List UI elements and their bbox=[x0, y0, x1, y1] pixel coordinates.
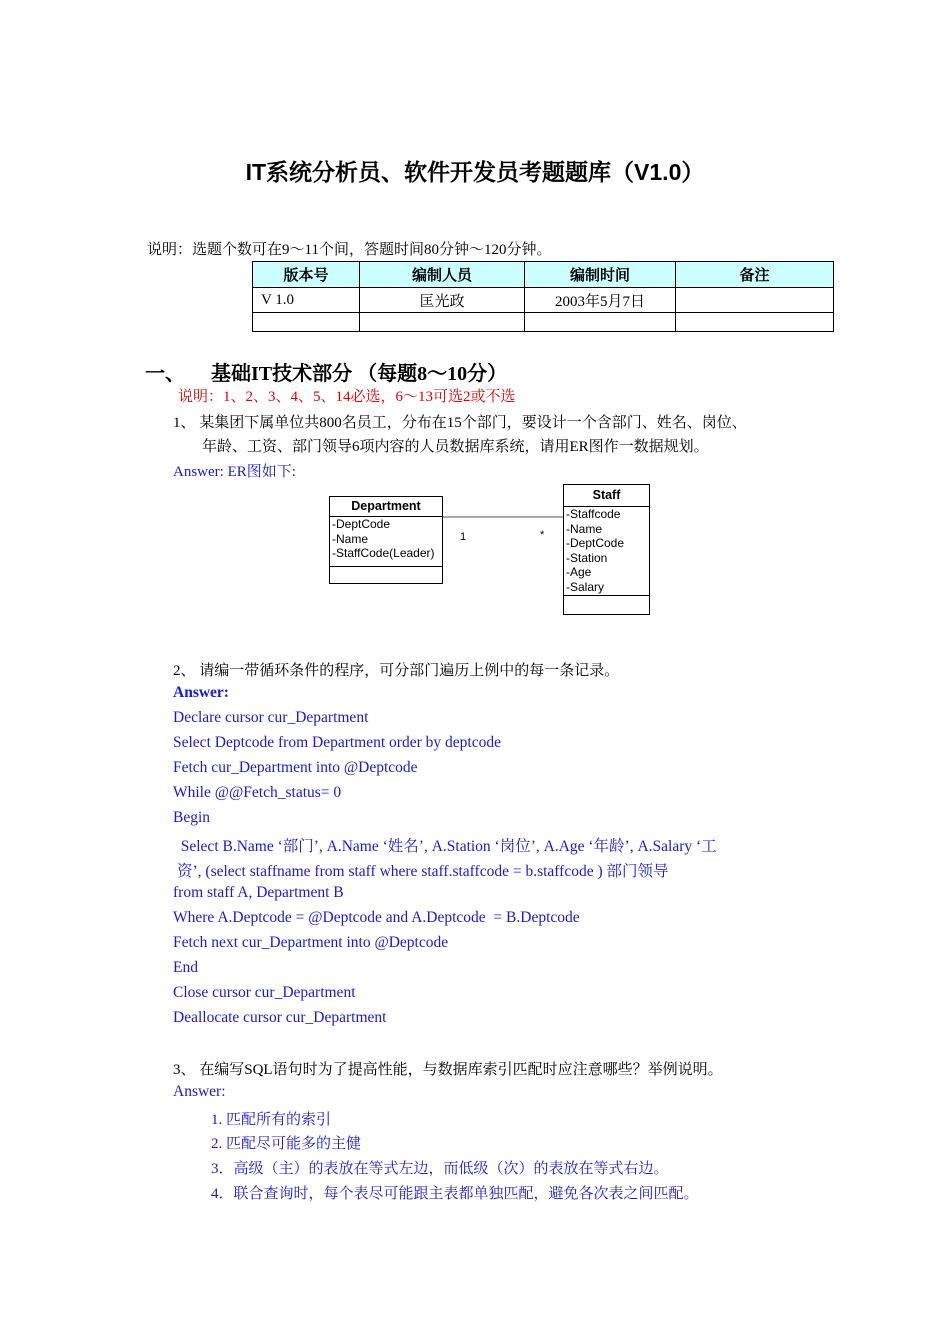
list-item: 3．高级（主）的表放在等式左边，而低级（次）的表放在等式右边。 bbox=[211, 1161, 669, 1177]
attribute: -Age bbox=[566, 565, 592, 579]
cell-version: V 1.0 bbox=[253, 288, 360, 313]
header-version: 版本号 bbox=[253, 262, 360, 288]
code-line: Fetch next cur_Department into @Deptcode bbox=[173, 934, 449, 951]
department-entity-name: Department bbox=[330, 497, 442, 517]
staff-methods bbox=[564, 596, 649, 614]
q3-answer-label: Answer: bbox=[173, 1083, 226, 1100]
code-line: Select Deptcode from Department order by deptcode bbox=[173, 734, 501, 751]
q2-question: 2、 请编一带循环条件的程序，可分部门遍历上例中的每一条记录。 bbox=[173, 663, 620, 679]
header-date: 编制时间 bbox=[525, 262, 676, 288]
attribute: -StaffCode(Leader) bbox=[332, 546, 435, 560]
q1-answer: Answer: ER图如下: bbox=[173, 464, 296, 480]
code-line: Close cursor cur_Department bbox=[173, 984, 356, 1001]
attribute: -DeptCode bbox=[566, 536, 625, 550]
code-line: Begin bbox=[173, 809, 211, 826]
section-title: 基础IT技术部分 （每题8～10分） bbox=[211, 363, 508, 385]
staff-entity-name: Staff bbox=[564, 485, 649, 507]
attribute: -Salary bbox=[566, 579, 605, 594]
q2-answer-label: Answer: bbox=[173, 684, 229, 701]
page-title: IT系统分析员、软件开发员考题题库（V1.0） bbox=[245, 159, 705, 185]
code-line: Fetch cur_Department into @Deptcode bbox=[173, 759, 418, 776]
staff-attributes bbox=[564, 507, 649, 596]
code-line: While @@Fetch_status= 0 bbox=[173, 784, 342, 801]
code-line: from staff A, Department B bbox=[173, 884, 344, 901]
attribute: -DeptCode bbox=[332, 517, 391, 531]
header-author: 编制人员 bbox=[360, 262, 525, 288]
header-remark: 备注 bbox=[676, 262, 834, 288]
staff-entity bbox=[563, 484, 650, 615]
code-line: 资’, (select staffname from staff where staff.staffcode = b.staffcode ) 部门领导 bbox=[177, 863, 669, 880]
department-attributes bbox=[330, 517, 442, 567]
attribute: -Staffcode bbox=[566, 507, 621, 521]
q1-line1: 1、 某集团下属单位共800名员工，分布在15个部门，要设计一个含部门、姓名、岗位、 bbox=[173, 415, 747, 431]
cell-date: 2003年5月7日 bbox=[525, 288, 676, 313]
q3-question: 3、 在编写SQL语句时为了提高性能，与数据库索引匹配时应注意哪些？举例说明。 bbox=[173, 1062, 723, 1078]
intro-note: 说明：选题个数可在9～11个间，答题时间80分钟～120分钟。 bbox=[147, 242, 552, 258]
code-line: End bbox=[173, 959, 198, 976]
department-entity bbox=[329, 496, 443, 584]
attribute: -Name bbox=[566, 521, 603, 536]
code-line: Deallocate cursor cur_Department bbox=[173, 1009, 387, 1026]
multiplicity-right: * bbox=[540, 529, 545, 541]
q1-line2: 年龄、工资、部门领导6项内容的人员数据库系统，请用ER图作一数据规划。 bbox=[202, 439, 709, 455]
attribute: -Station bbox=[566, 550, 608, 565]
multiplicity-left: 1 bbox=[460, 531, 467, 543]
department-methods bbox=[330, 567, 442, 583]
code-line: Where A.Deptcode = @Deptcode and A.Deptcode = B.Deptcode bbox=[173, 909, 580, 926]
section-note: 说明：1、2、3、4、5、14必选，6～13可选2或不选 bbox=[178, 389, 516, 405]
code-line: Select B.Name ‘部门’, A.Name ‘姓名’, A.Station ‘岗位’, A.Age ‘年龄’, A.Salary ‘工 bbox=[173, 838, 717, 855]
section-number: 一、 bbox=[145, 363, 185, 385]
code-line: Declare cursor cur_Department bbox=[173, 709, 369, 726]
list-item: 2. 匹配尽可能多的主健 bbox=[211, 1136, 362, 1152]
cell-author: 匡光政 bbox=[360, 288, 525, 313]
list-item: 4．联合查询时，每个表尽可能跟主表都单独匹配，避免各次表之间匹配。 bbox=[211, 1186, 699, 1202]
attribute: -Name bbox=[332, 531, 369, 546]
list-item: 1. 匹配所有的索引 bbox=[211, 1112, 332, 1128]
